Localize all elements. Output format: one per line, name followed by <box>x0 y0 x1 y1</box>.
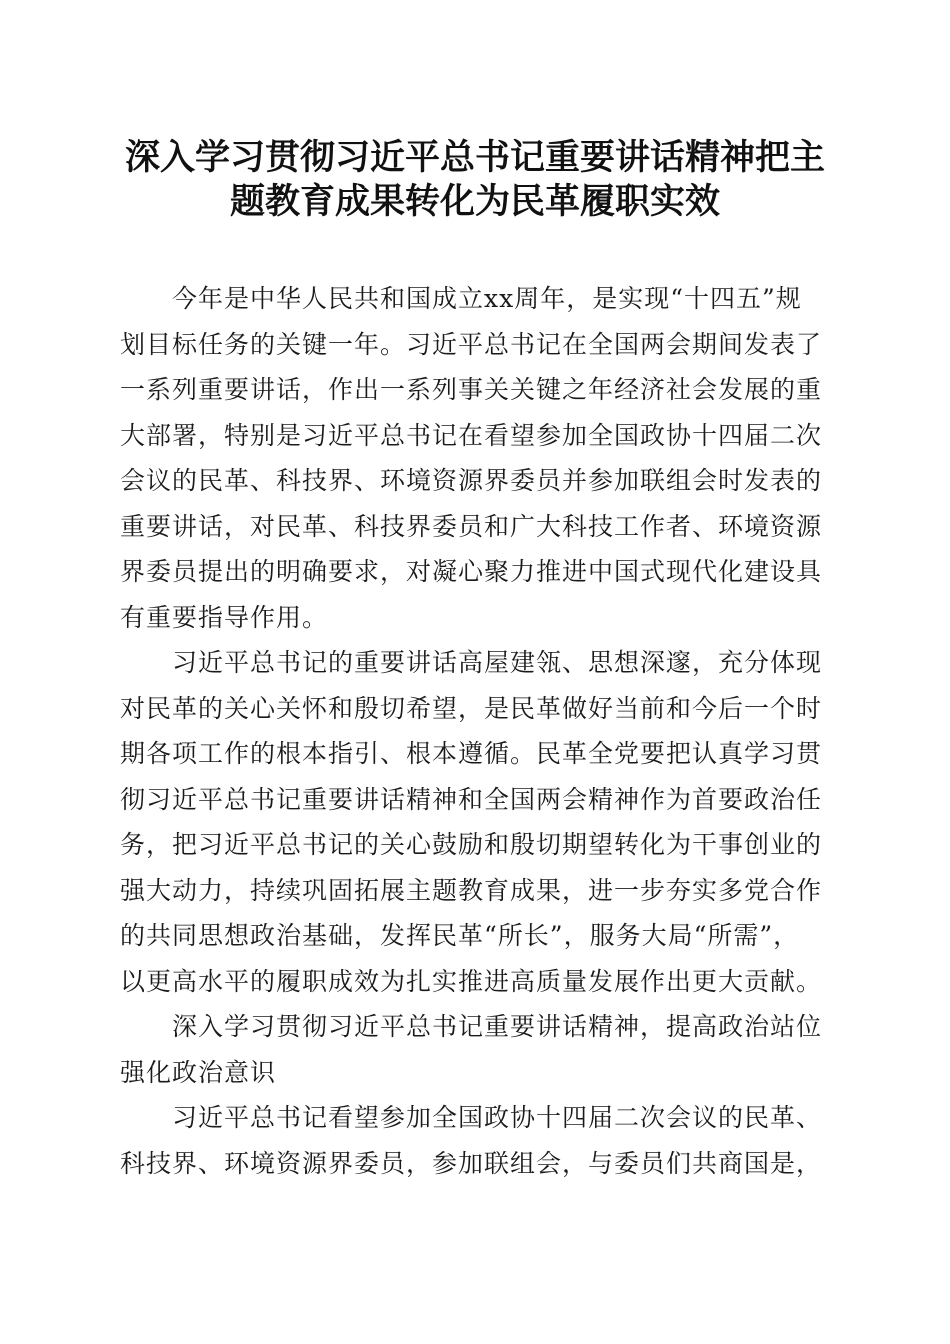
paragraph-line: 划目标任务的关键一年。习近平总书记在全国两会期间发表了 <box>120 329 823 359</box>
paragraph-line: 对民革的关心关怀和殷切希望，是民革做好当前和今后一个时 <box>120 693 823 723</box>
paragraph-line: 强大动力，持续巩固拓展主题教育成果，进一步夯实多党合作 <box>120 875 823 905</box>
paragraph <box>120 276 830 640</box>
paragraph-line: 习近平总书记看望参加全国政协十四届二次会议的民革、 <box>172 1103 823 1132</box>
paragraph <box>120 1095 830 1186</box>
paragraph-line: 的共同思想政治基础，发挥民革“所长”，服务大局“所需”， <box>120 921 800 950</box>
paragraph-line: 一系列重要讲话，作出一系列事关关键之年经济社会发展的重 <box>120 375 823 404</box>
title-line: 深入学习贯彻习近平总书记重要讲话精神把主 <box>124 137 825 178</box>
paragraph-line: 彻习近平总书记重要讲话精神和全国两会精神作为首要政治任 <box>120 784 823 814</box>
paragraph-line: 深入学习贯彻习近平总书记重要讲话精神，提高政治站位 <box>172 1012 823 1041</box>
paragraph-line: 科技界、环境资源界委员，参加联组会，与委员们共商国是， <box>120 1148 823 1178</box>
document-title <box>110 136 840 224</box>
paragraph-line: 务，把习近平总书记的关心鼓励和殷切期望转化为干事创业的 <box>120 830 823 859</box>
paragraph-line: 会议的民革、科技界、环境资源界委员并参加联组会时发表的 <box>120 466 823 495</box>
paragraph-line: 期各项工作的根本指引、根本遵循。民革全党要把认真学习贯 <box>120 739 823 768</box>
paragraph-line: 界委员提出的明确要求，对凝心聚力推进中国式现代化建设具 <box>120 557 823 586</box>
paragraph-line: 大部署，特别是习近平总书记在看望参加全国政协十四届二次 <box>120 420 823 450</box>
title-line: 题教育成果转化为民革履职实效 <box>229 181 720 222</box>
paragraph-line: 有重要指导作用。 <box>120 602 329 632</box>
paragraph-line: 以更高水平的履职成效为扎实推进高质量发展作出更大贡献。 <box>120 966 823 996</box>
paragraph-line: 强化政治意识 <box>120 1057 277 1087</box>
section-heading <box>120 1004 830 1095</box>
paragraph-line: 重要讲话，对民革、科技界委员和广大科技工作者、环境资源 <box>120 511 823 541</box>
paragraph <box>120 640 830 1004</box>
paragraph-line: 习近平总书记的重要讲话高屋建瓴、思想深邃，充分体现 <box>172 648 823 677</box>
document-body <box>120 276 830 1186</box>
paragraph-line: 今年是中华人民共和国成立xx周年，是实现“十四五”规 <box>172 284 802 313</box>
